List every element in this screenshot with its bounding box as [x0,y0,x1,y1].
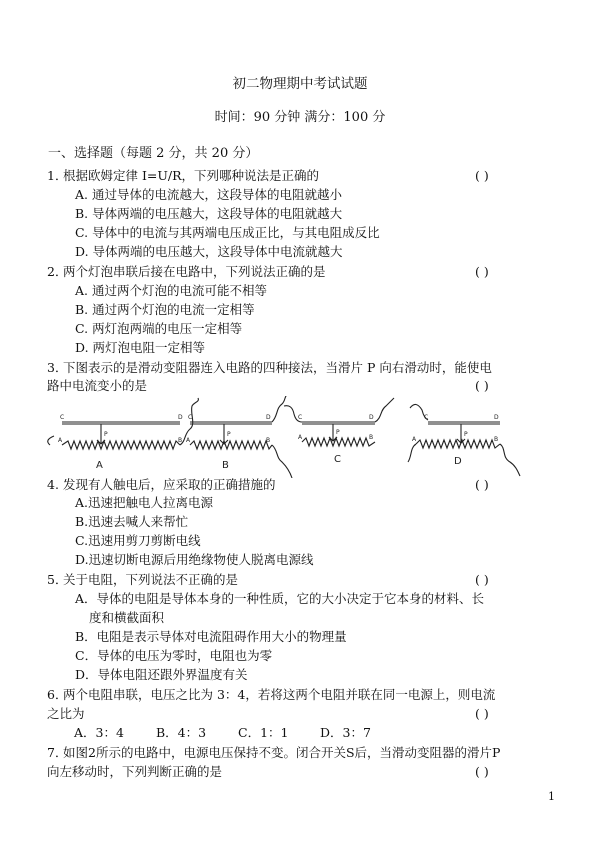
question-3 [47,358,567,377]
terminal-d-label: D [266,414,271,421]
figure-label-b: B [222,460,229,471]
option-a: A．导体的电阻是导体本身的一种性质，它的大小决定于它本身的材料、长 [75,591,485,606]
figure-label-d: D [454,456,462,467]
option-a-cont: 度和横截面积 [89,610,165,625]
figure-label-c: C [334,454,341,465]
question-number: 6． [47,687,68,702]
answer-blank: ( ) [475,477,489,492]
terminal-c-label: C [188,414,193,421]
terminal-c-label: C [424,414,429,421]
option-d: D. 导体两端的电压越大，这段导体中电流就越大 [75,244,343,259]
question-stem-cont: 向左移动时，下列判断正确的是 [47,764,223,779]
question-7 [47,743,567,762]
option-b: B．4：3 [156,725,207,740]
option-b: B. 导体两端的电压越大，这段导体的电阻就越大 [75,206,343,221]
options-row [74,724,402,742]
terminal-b-label: B [178,437,183,444]
option-b: B. 通过两个灯泡的电流一定相等 [75,302,255,317]
slider-p-label: P [227,431,231,438]
slider-p-label: P [336,429,340,436]
answer-blank: ( ) [475,706,489,721]
question-stem: 如图2所示的电路中，电源电压保持不变。闭合开关S后，当滑动变阻器的滑片P [63,745,501,760]
exam-info: 时间：90 分钟 满分：100 分 [214,110,386,125]
terminal-d-label: D [178,414,183,421]
terminal-d-label: D [494,414,499,421]
slider-p-label: P [464,431,468,438]
question-stem: 下图表示的是滑动变阻器连入电路的四种接法，当滑片 P 向右滑动时，能使电 [63,360,492,375]
question-number: 5． [47,572,68,587]
option-c: C．导体的电压为零时，电阻也为零 [75,648,273,663]
question-7-cont [47,762,567,781]
question-6 [47,685,567,704]
option-b: B.迅速去喊人来帮忙 [75,514,189,529]
option-c: C.迅速用剪刀剪断电线 [75,533,201,548]
question-stem-cont: 之比为 [47,706,85,721]
answer-blank: ( ) [475,168,489,183]
option-a: A. 通过导体的电流越大，这段导体的电阻就越小 [75,187,342,202]
option-a: A．3：4 [74,725,124,740]
option-b: B．电阻是表示导体对电流阻碍作用大小的物理量 [75,629,347,644]
option-a: A.迅速把触电人拉离电源 [75,495,214,510]
terminal-b-label: B [494,436,499,443]
terminal-d-label: D [369,414,374,421]
question-1 [47,166,567,185]
option-d: D.迅速切断电源后用绝缘物使人脱离电源线 [75,552,314,567]
option-c: C．1：1 [238,725,289,740]
terminal-a-label: A [412,436,417,443]
question-5 [47,570,567,589]
question-number: 4. [47,477,59,492]
rheostat-a [48,398,199,449]
question-number: 3． [47,360,68,375]
question-2 [47,262,567,281]
answer-blank: ( ) [475,264,489,279]
option-d: D. 两灯泡电阻一定相等 [75,340,206,355]
question-4 [47,475,567,494]
option-c: C. 两灯泡两端的电压一定相等 [75,321,243,336]
terminal-a-label: A [298,434,303,441]
question-number: 7． [47,745,68,760]
rheostat-b [190,396,292,478]
terminal-a-label: A [186,437,191,444]
question-stem: 根据欧姆定律 I=U/R，下列哪种说法是正确的 [63,168,320,183]
option-d: D．3：7 [320,725,371,740]
slider-p-label: P [104,431,108,438]
figure-label-a: A [96,460,103,471]
question-number: 2． [47,264,68,279]
question-stem-cont: 路中电流变小的是 [47,378,148,393]
option-a: A. 通过两个灯泡的电流可能不相等 [75,283,267,298]
section-heading: 一、选择题（每题 2 分，共 20 分） [48,146,259,161]
answer-blank: ( ) [475,764,489,779]
page-title: 初二物理期中考试试题 [232,76,368,92]
terminal-b-label: B [266,437,271,444]
terminal-c-label: C [298,414,303,421]
terminal-a-label: A [58,437,63,444]
rheostat-figure [40,396,560,478]
question-stem: 关于电阻，下列说法不正确的是 [63,572,239,587]
question-6-cont [47,704,567,723]
question-stem: 发现有人触电后，应采取的正确措施的 [63,477,276,492]
question-stem: 两个灯泡串联后接在电路中，下列说法正确的是 [63,264,326,279]
answer-blank: ( ) [475,378,489,393]
option-d: D．导体电阻还跟外界温度有关 [75,667,248,682]
answer-blank: ( ) [475,572,489,587]
terminal-c-label: C [60,414,65,421]
question-3-cont [47,376,567,395]
option-c: C. 导体中的电流与其两端电压成正比，与其电阻成反比 [75,225,380,240]
terminal-b-label: B [369,434,374,441]
question-stem: 两个电阻串联，电压之比为 3：4，若将这两个电阻并联在同一电源上，则电流 [63,687,496,702]
question-number: 1． [47,168,68,183]
page-number: 1 [548,790,555,803]
